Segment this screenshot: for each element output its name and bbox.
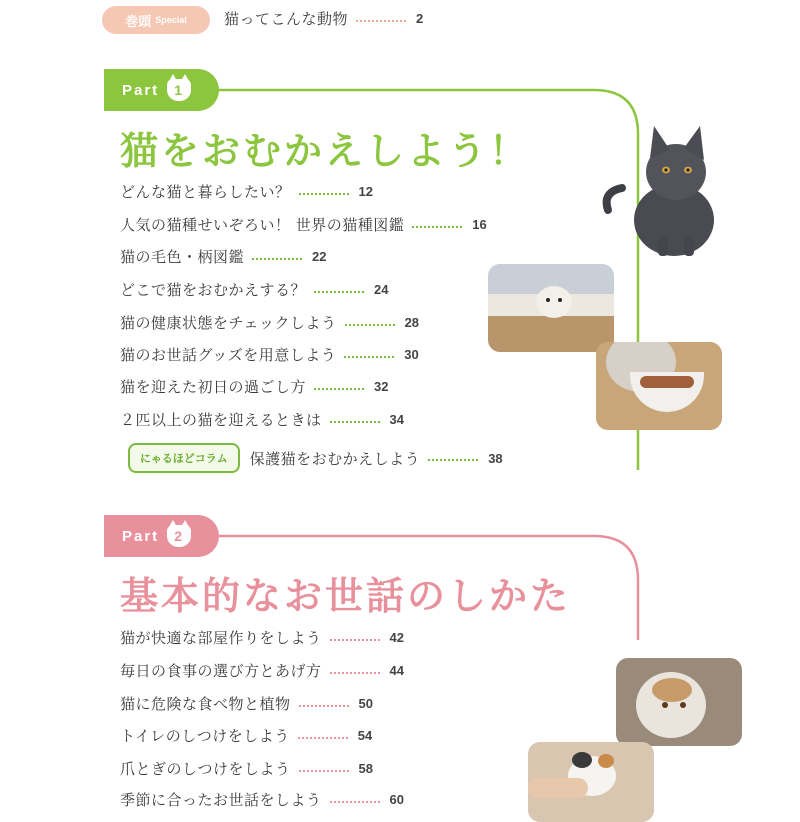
toc-entry-text: ２匹以上の猫を迎えるときは xyxy=(120,411,322,429)
toc-entry[interactable] xyxy=(120,246,326,267)
part2-badge xyxy=(104,515,219,557)
toc-entry-text: 猫に危険な食べ物と植物 xyxy=(120,695,291,713)
toc-entry-page: 24 xyxy=(374,282,389,297)
leader-dots xyxy=(299,705,349,707)
toc-entry[interactable] xyxy=(120,344,419,365)
toc-entry-page: 44 xyxy=(389,663,404,678)
part2-number: 2 xyxy=(167,525,191,547)
gray-cat-photo xyxy=(600,118,725,258)
special-badge-en: Special xyxy=(155,15,187,25)
special-badge-jp: 巻頭 xyxy=(125,14,152,30)
toc-entry-page: 22 xyxy=(312,249,327,264)
toc-entry-text: 保護猫をおむかえしよう xyxy=(249,449,421,468)
toc-entry-page: 54 xyxy=(357,728,373,743)
toc-entry-page: 42 xyxy=(389,630,404,645)
toc-entry[interactable] xyxy=(120,279,388,300)
leader-dots xyxy=(428,459,478,461)
leader-dots xyxy=(330,639,380,641)
leader-dots xyxy=(345,324,395,326)
toc-entry[interactable] xyxy=(120,376,388,397)
toc-entry[interactable] xyxy=(120,181,373,202)
leader-dots xyxy=(314,388,364,390)
toc-entry-page: 58 xyxy=(358,761,373,776)
toc-entry[interactable] xyxy=(120,758,373,779)
toc-entry-page: 60 xyxy=(389,792,404,807)
toc-entry-text: 人気の猫種せいぞろい！ 世界の猫種図鑑 xyxy=(120,216,405,234)
toc-entry-page: 38 xyxy=(488,450,503,466)
toc-entry-text: 爪とぎのしつけをしよう xyxy=(120,760,291,778)
toc-entry-page: 34 xyxy=(389,412,404,427)
toc-entry-page: 12 xyxy=(358,184,373,199)
leader-dots xyxy=(330,801,380,803)
toc-entry-text: トイレのしつけをしよう xyxy=(120,727,290,745)
leader-dots xyxy=(412,226,462,228)
leader-dots xyxy=(314,291,364,293)
toc-entry[interactable] xyxy=(120,627,404,648)
cat-eating-photo xyxy=(596,342,722,430)
kitten-in-box-photo xyxy=(488,264,614,352)
toc-entry-text: 猫の毛色・柄図鑑 xyxy=(120,248,245,266)
toc-entry[interactable] xyxy=(120,214,487,235)
toc-entry-text: 猫の健康状態をチェックしよう xyxy=(120,314,337,332)
kitten-feeding-photo xyxy=(528,742,654,822)
toc-entry-text: 季節に合ったお世話をしよう xyxy=(120,791,322,809)
leader-dots xyxy=(299,770,349,772)
toc-entry-text: 猫が快適な部屋作りをしよう xyxy=(120,629,322,647)
part1-label: Part xyxy=(122,81,160,99)
persian-cat-photo xyxy=(616,658,742,746)
toc-entry-text: どこで猫をおむかえする？ xyxy=(120,281,307,299)
toc-entry-text: どんな猫と暮らしたい？ xyxy=(120,183,291,201)
toc-entry-text: 猫ってこんな動物 xyxy=(224,10,349,28)
leader-dots xyxy=(330,672,380,674)
toc-entry[interactable] xyxy=(120,312,419,333)
leader-dots xyxy=(344,356,394,358)
toc-entry-page: 50 xyxy=(358,696,373,711)
toc-entry-page: 16 xyxy=(472,217,487,232)
toc-entry[interactable] xyxy=(120,660,404,681)
leader-dots xyxy=(330,421,380,423)
leader-dots xyxy=(298,737,348,739)
part2-label: Part xyxy=(122,527,160,545)
toc-entry-column[interactable] xyxy=(128,443,503,473)
toc-entry-page: 2 xyxy=(416,11,424,26)
part1-number: 1 xyxy=(167,79,191,101)
toc-entry-text: 猫のお世話グッズを用意しよう xyxy=(120,346,337,364)
toc-entry-text: 猫を迎えた初日の過ごし方 xyxy=(120,378,307,396)
leader-dots xyxy=(252,258,302,260)
toc-entry-text: 毎日の食事の選び方とあげ方 xyxy=(120,662,322,680)
part1-title: 猫をおむかえしよう！ xyxy=(120,129,531,173)
toc-entry-page: 32 xyxy=(374,379,389,394)
toc-entry[interactable] xyxy=(120,725,372,746)
column-tag: にゃるほどコラム xyxy=(128,443,240,473)
toc-entry-page: 28 xyxy=(404,315,420,330)
leader-dots xyxy=(299,193,349,195)
part1-badge xyxy=(104,69,219,111)
toc-entry[interactable] xyxy=(120,409,404,430)
part2-title: 基本的なお世話のしかた xyxy=(120,574,572,618)
toc-entry-page: 30 xyxy=(404,347,419,362)
toc-entry[interactable] xyxy=(120,693,373,714)
